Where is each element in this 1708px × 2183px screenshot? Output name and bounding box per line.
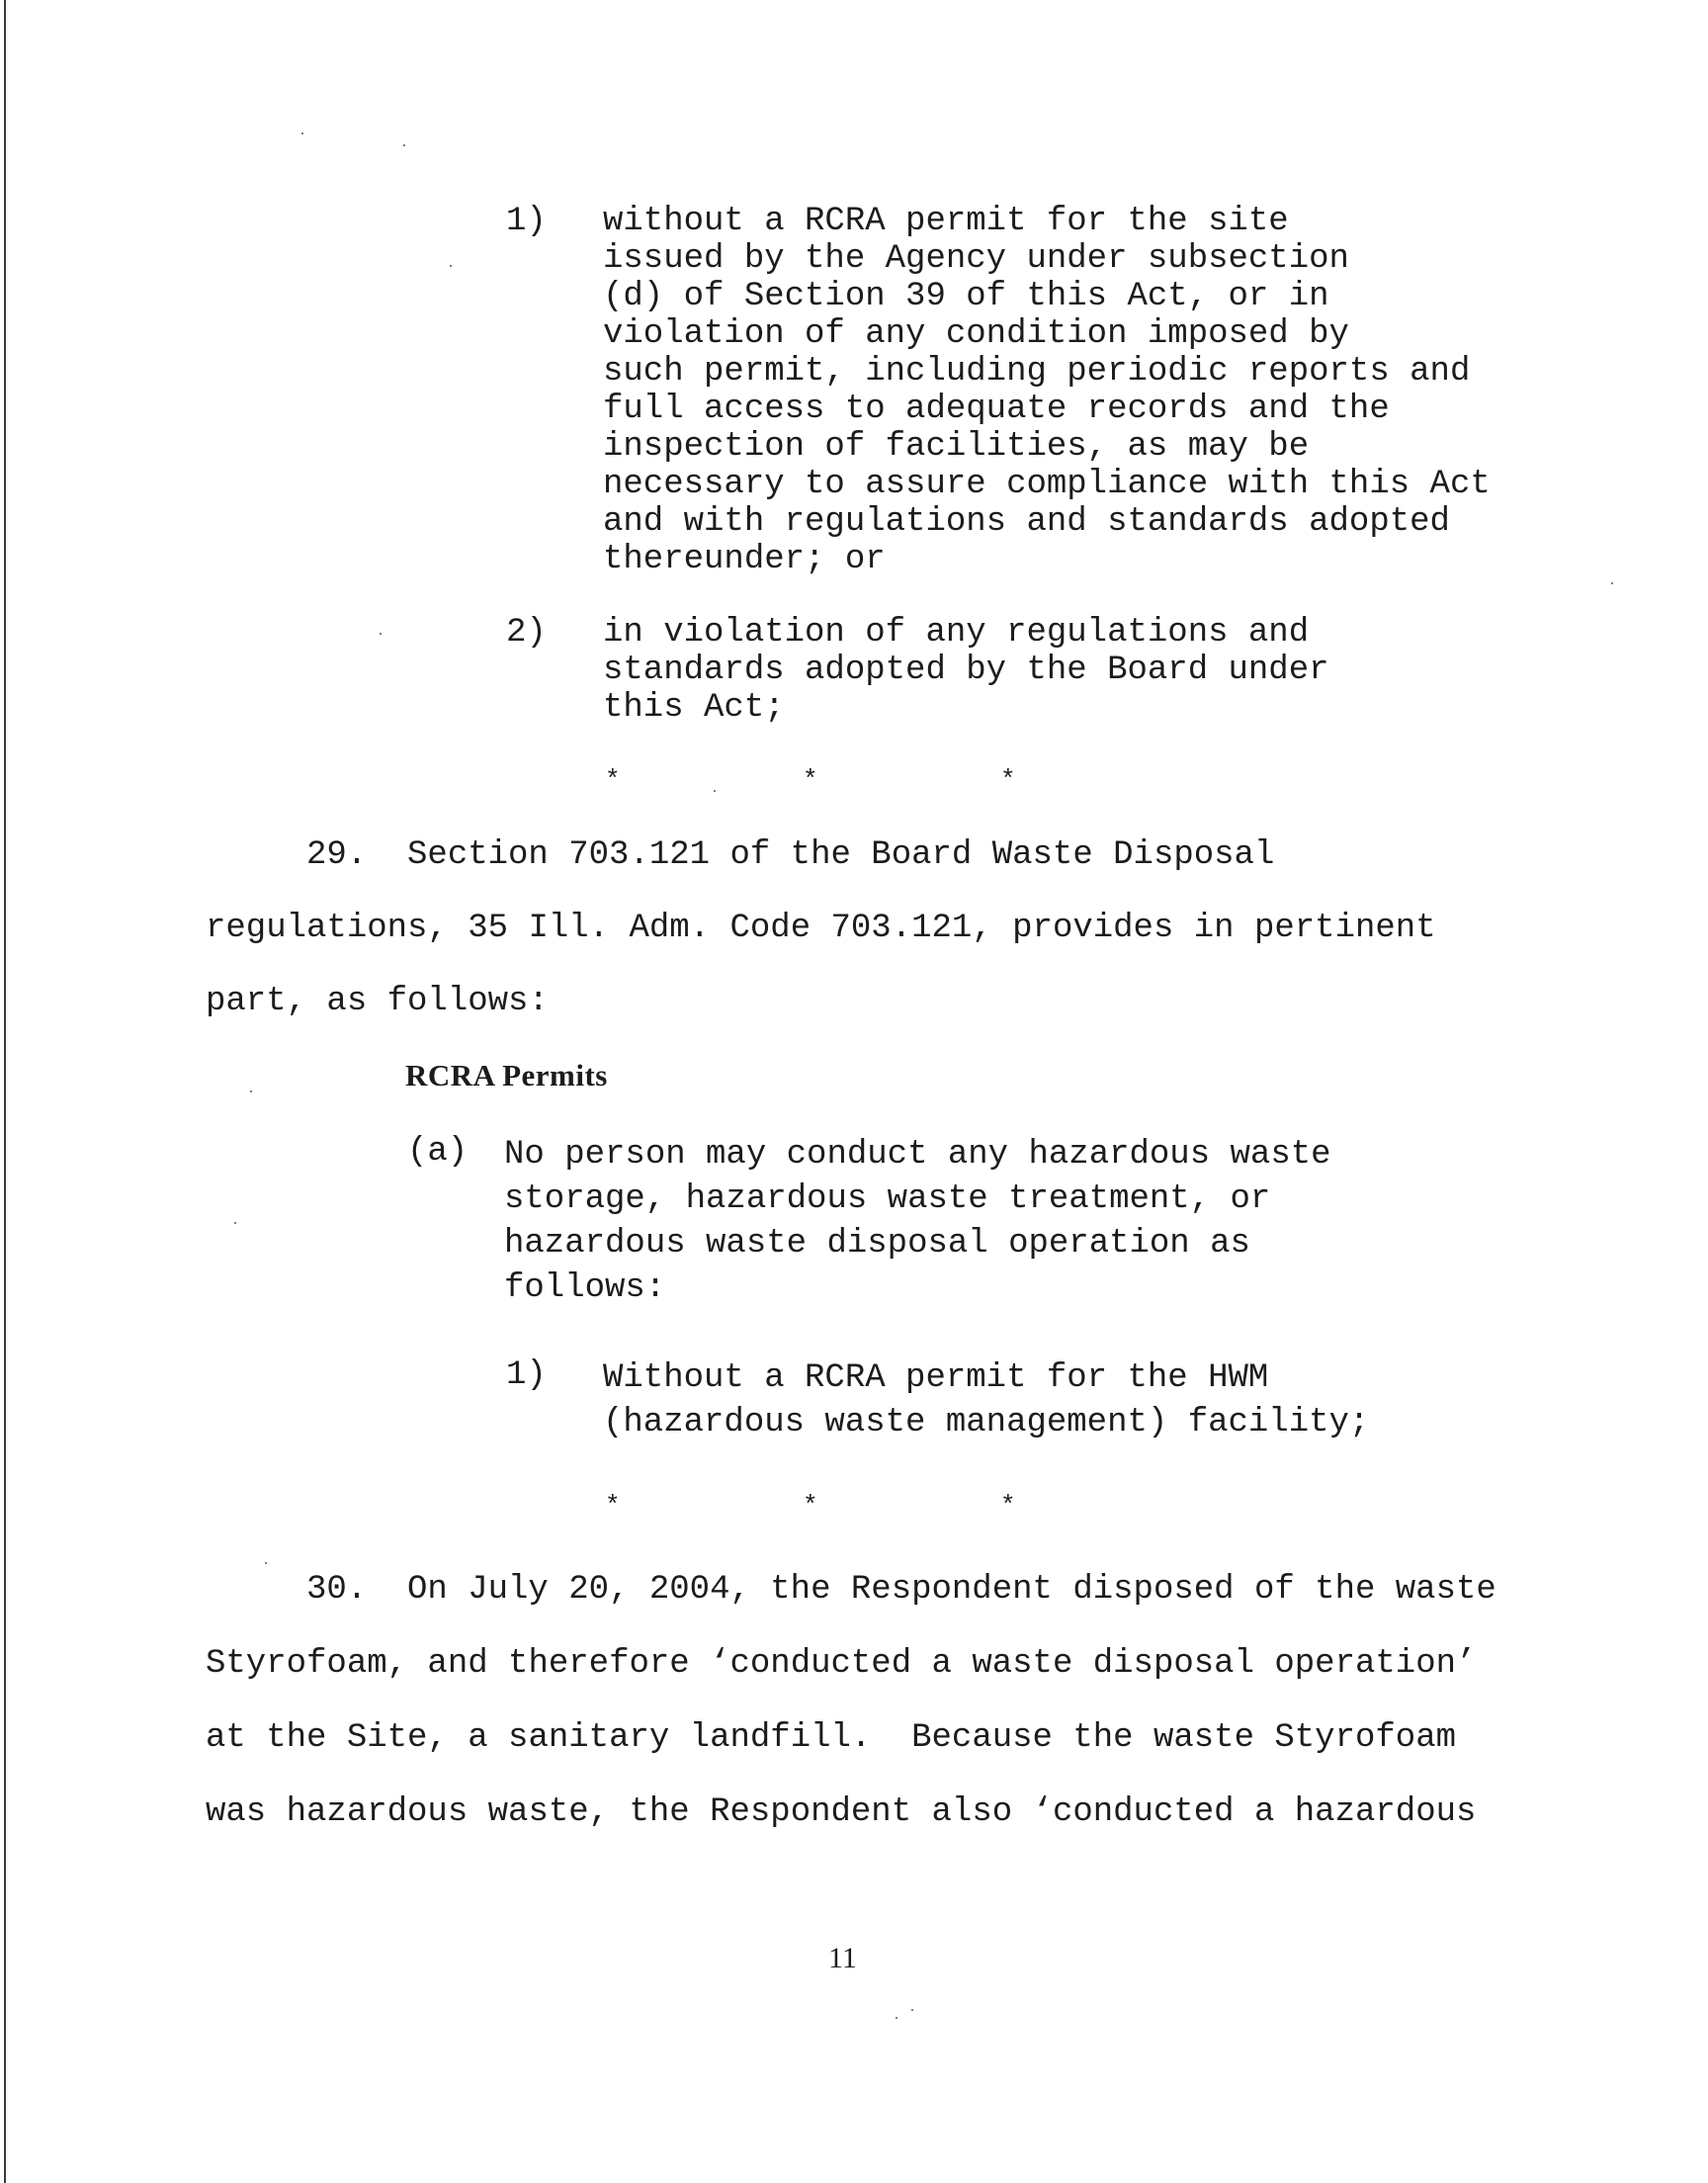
item-a-number: (a) (407, 1133, 469, 1171)
para30-line-1: 30. On July 20, 2004, the Respondent disposed of the waste (306, 1571, 1496, 1609)
scan-speck (714, 790, 716, 792)
quote-item1-line-2: (hazardous waste management) facility; (603, 1404, 1370, 1441)
scan-speck (896, 2017, 897, 2019)
scan-speck (234, 1222, 236, 1224)
scan-speck (450, 265, 452, 267)
scan-speck (1611, 582, 1613, 584)
para30-line-4: was hazardous waste, the Respondent also ‘conducted a hazardous (206, 1793, 1477, 1831)
item1-line-9: and with regulations and standards adopted (603, 503, 1450, 541)
scan-speck (911, 2009, 913, 2011)
item-number-1: 1) (506, 203, 547, 240)
item-a-line-4: follows: (504, 1269, 666, 1307)
ellipsis-star-3: * (1000, 765, 1016, 795)
scan-edge-line (4, 0, 6, 2183)
item-a-line-3: hazardous waste disposal operation as (504, 1225, 1250, 1263)
item1-line-6: full access to adequate records and the (603, 391, 1390, 428)
item1-line-4: violation of any condition imposed by (603, 315, 1349, 353)
para30-line-3: at the Site, a sanitary landfill. Because the waste Styrofoam (206, 1719, 1457, 1757)
scan-speck (265, 1562, 267, 1564)
ellipsis-star-5: * (803, 1491, 818, 1521)
scan-speck (380, 633, 382, 635)
item-number-2: 2) (506, 614, 547, 652)
item2-line-1: in violation of any regulations and (603, 614, 1310, 652)
item2-line-2: standards adopted by the Board under (603, 652, 1329, 689)
ellipsis-star-1: * (605, 765, 621, 795)
scan-speck (250, 1091, 252, 1092)
quote-item1-line-1: Without a RCRA permit for the HWM (603, 1359, 1269, 1397)
item2-line-3: this Act; (603, 689, 785, 727)
item-a-line-2: storage, hazardous waste treatment, or (504, 1180, 1271, 1218)
ellipsis-star-6: * (1000, 1491, 1016, 1521)
item1-line-8: necessary to assure compliance with this Act (603, 466, 1491, 503)
para29-line-2: regulations, 35 Ill. Adm. Code 703.121, provides in pertinent (206, 910, 1436, 947)
item-a-line-1: No person may conduct any hazardous waste (504, 1136, 1331, 1174)
scan-speck (403, 144, 405, 146)
item1-line-7: inspection of facilities, as may be (603, 428, 1310, 466)
ellipsis-star-2: * (803, 765, 818, 795)
page-number: 11 (828, 1942, 857, 1974)
item1-line-1: without a RCRA permit for the site (603, 203, 1289, 240)
scan-speck (301, 132, 303, 134)
regulation-heading: RCRA Permits (405, 1058, 608, 1092)
quote-item-number-1: 1) (506, 1356, 547, 1394)
item1-line-5: such permit, including periodic reports and (603, 353, 1471, 391)
para29-line-1: 29. Section 703.121 of the Board Waste Disposal (306, 836, 1275, 874)
ellipsis-star-4: * (605, 1491, 621, 1521)
para29-line-3: part, as follows: (206, 983, 549, 1020)
item1-line-10: thereunder; or (603, 541, 886, 578)
para30-line-2: Styrofoam, and therefore ‘conducted a waste disposal operation’ (206, 1645, 1477, 1683)
item1-line-3: (d) of Section 39 of this Act, or in (603, 278, 1329, 315)
item1-line-2: issued by the Agency under subsection (603, 240, 1349, 278)
